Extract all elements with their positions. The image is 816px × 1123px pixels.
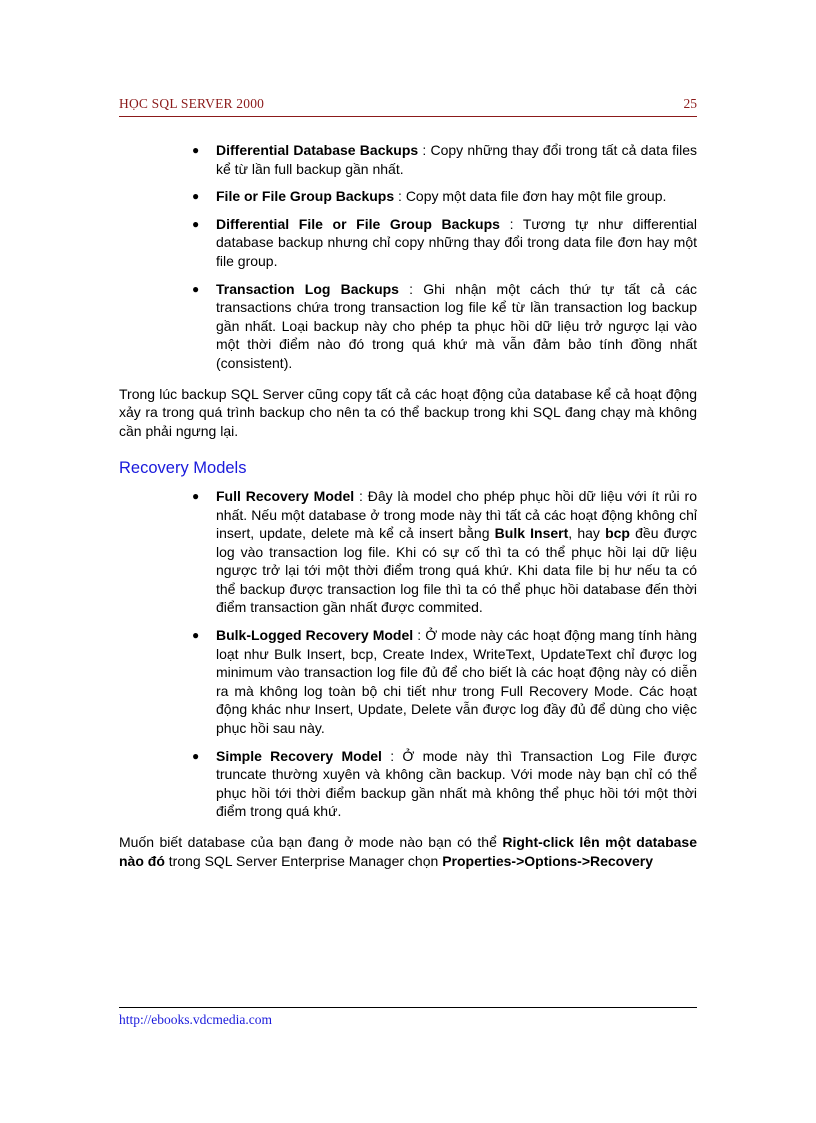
description: : Copy những thay đổi trong tất cả data files kể từ lần full backup gần nhất. <box>216 142 697 177</box>
description: đều được log vào transaction log file. Khi có sự cố thì ta có thể phục hồi lại dữ liệu ngược trở lại tới một thời điểm trong quá khứ. Khi data file bị hư nếu ta có thể backup được transaction log file thì ta có thể phục hồi database đến thời điểm transaction gần nhất được commited. <box>216 525 698 616</box>
bold-term: Properties->Options->Recovery <box>442 852 654 869</box>
footer-divider <box>119 1007 697 1008</box>
recovery-models-list <box>192 487 698 821</box>
page-content <box>119 141 697 870</box>
page-header <box>119 92 697 117</box>
term: Differential Database Backups <box>216 142 419 158</box>
list-item <box>192 141 697 178</box>
term: Differential File or File Group Backups <box>216 215 500 232</box>
page-number: 25 <box>683 96 697 111</box>
intro-paragraph: Trong lúc backup SQL Server cũng copy tất cả các hoạt động của database kể cả hoạt động xảy ra trong quá trình backup cho nên ta có thể backup trong khi SQL đang chạy mà không cần phải ngưng lại. <box>119 385 697 439</box>
list-item <box>192 747 697 821</box>
section-title: Recovery Models <box>119 459 247 478</box>
list-item <box>192 187 697 206</box>
bullet-icon: ● <box>192 748 200 763</box>
description: : Đây là model cho phép phục hồi dữ liệu với ít rủi ro nhất. Nếu một database ở trong mode này thì tất cả các hoạt động không chỉ insert, update, delete mà kể cả insert bằng <box>216 487 697 542</box>
list-item <box>192 280 697 373</box>
description: : Copy một data file đơn hay một file group. <box>394 188 667 205</box>
bullet-icon: ● <box>192 488 200 503</box>
bullet-icon: ● <box>192 281 200 296</box>
bold-term: Right-click lên một database nào đó <box>119 834 697 869</box>
bold-term: bcp <box>605 525 630 542</box>
description: : Tương tự như differential database backup nhưng chỉ copy những thay đổi trong data file đơn hay một file group. <box>216 215 697 269</box>
description: : Ở mode này thì Transaction Log File được truncate thường xuyên và không cần backup. Với mode này bạn chỉ có thể phục hồi tới thời điểm backup gần nhất mà không thể phục hồi tới một thời điểm trong quá khứ. <box>216 747 697 820</box>
term: Simple Recovery Model <box>216 747 382 764</box>
footer-link[interactable]: http://ebooks.vdcmedia.com <box>119 1012 272 1027</box>
term: Full Recovery Model <box>216 487 355 504</box>
header-title: HỌC SQL SERVER 2000 <box>119 96 265 111</box>
description: : Ở mode này các hoạt động mang tính hàng loạt như Bulk Insert, bcp, Create Index, WriteText, UpdateText chỉ được log minimum vào transaction log file đủ để cho biết là các hoạt động này có diễn ra mà không log toàn bộ chi tiết như trong Full Recovery Mode. Các hoạt động khác như Insert, Update, Delete vẫn được log đầy đủ để dùng cho việc phục hồi sau này. <box>216 627 698 737</box>
description: , hay <box>568 525 606 542</box>
list-item <box>192 626 698 738</box>
bold-term: Bulk Insert <box>494 525 569 542</box>
term: File or File Group Backups <box>216 188 395 205</box>
text: Muốn biết database của bạn đang ở mode nào bạn có thể <box>119 834 503 850</box>
bullet-icon: ● <box>192 143 200 157</box>
list-item <box>192 215 697 271</box>
term: Transaction Log Backups <box>216 280 399 297</box>
bullet-icon: ● <box>192 189 200 204</box>
term: Bulk-Logged Recovery Model <box>216 627 414 644</box>
description: : Ghi nhận một cách thứ tự tất cả các transactions chứa trong transaction log file kể từ lần transaction log backup gần nhất. Loại backup này cho phép ta phục hồi dữ liệu trở ngược lại vào một thời điểm nào đó trong quá khứ mà vẫn đảm bảo tính đồng nhất (consistent). <box>216 280 697 371</box>
bullet-icon: ● <box>192 216 200 231</box>
backup-types-list <box>192 141 697 373</box>
bullet-icon: ● <box>192 628 200 643</box>
list-item <box>192 487 698 617</box>
text: trong SQL Server Enterprise Manager chọn <box>164 852 443 869</box>
closing-paragraph <box>119 833 697 870</box>
